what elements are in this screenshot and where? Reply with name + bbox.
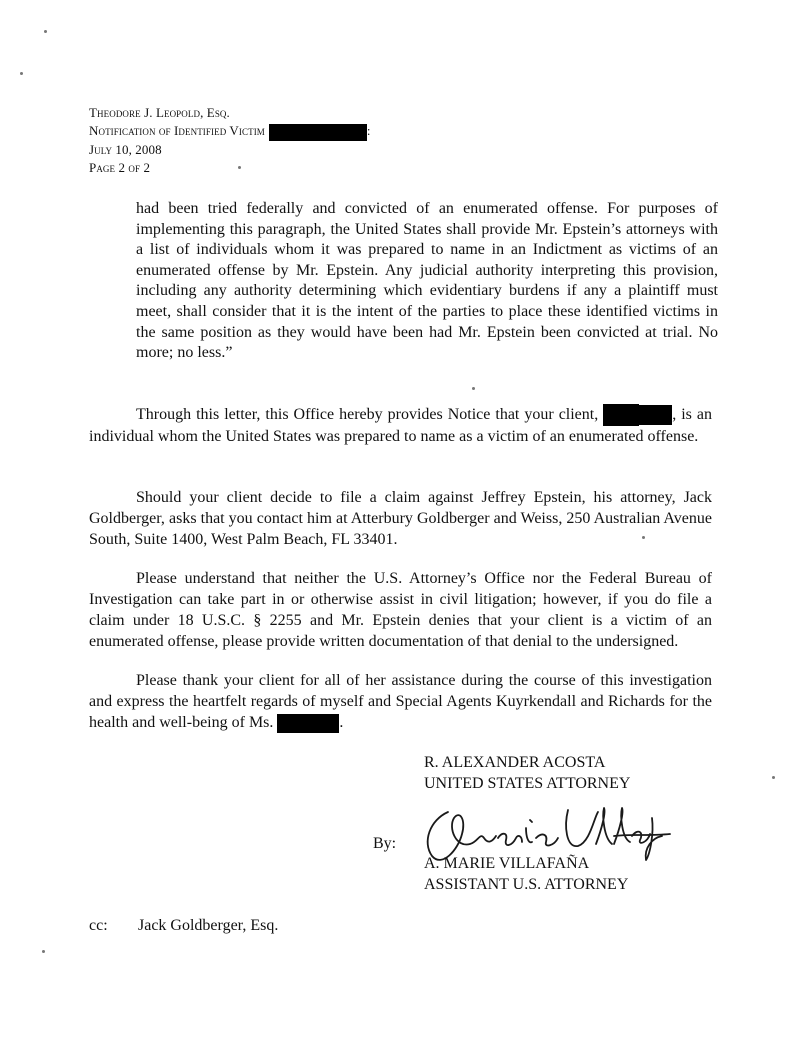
by-label: By: (373, 835, 397, 852)
notice-text-b: , is an individual whom the United States was prepared to name as a victim of an enumerated offense. (89, 406, 712, 446)
us-attorney-name: R. ALEXANDER ACOSTA (424, 754, 606, 771)
civil-litigation-paragraph: Please understand that neither the U.S. Attorney’s Office nor the Federal Bureau of Investigation can take part in or otherwise assist in civil litigation; however, if you do file a claim under 18 U.S.C. § 2255 and Mr. Epstein denies that your client is a victim of an enumerated offense, please provide written documentation of that denial to the undersigned. (89, 570, 712, 650)
redaction-box (606, 405, 672, 425)
thanks-text-a: Please thank your client for all of her assistance during the course of this investigation and express the heartfelt regards of myself and Special Agents Kuyrkendall and Richards for the health and well-being of Ms. (89, 672, 712, 731)
date-line: July 10, 2008 (89, 141, 162, 157)
scan-speck (42, 950, 45, 953)
subject-line (89, 122, 371, 141)
page-number: Page 2 of 2 (89, 159, 151, 175)
letter-header (89, 104, 371, 177)
notice-text-a: Through this letter, this Office hereby provides Notice that your client, (136, 406, 599, 423)
thanks-paragraph (89, 670, 712, 733)
cc-recipient: Jack Goldberger, Esq. (138, 917, 279, 934)
notice-paragraph (89, 404, 712, 447)
subject-tail: : (366, 123, 371, 138)
scan-speck (20, 72, 23, 75)
addressee-line: Theodore J. Leopold, Esq. (89, 105, 230, 120)
ausa-title: ASSISTANT U.S. ATTORNEY (424, 876, 629, 893)
redaction-box (277, 714, 339, 733)
subject-text: Notification of Identified Victim (89, 123, 265, 138)
scan-speck (238, 166, 241, 169)
attorney-contact-paragraph: Should your client decide to file a claim against Jeffrey Epstein, his attorney, Jack Goldberger, asks that you contact him at Atterbury Goldberger and Weiss, 250 Australian Avenue South, Suite 1400, West Palm Beach, FL 33401. (89, 489, 712, 548)
cc-label: cc: (89, 917, 108, 934)
ausa-block (424, 853, 628, 895)
ausa-name: A. MARIE VILLAFAÑA (424, 855, 590, 872)
redaction-box (269, 124, 367, 141)
us-attorney-block (424, 752, 630, 794)
scan-speck (44, 30, 47, 33)
cc-line (89, 917, 278, 935)
scan-speck (772, 776, 775, 779)
quoted-agreement-text: had been tried federally and convicted of an enumerated offense. For purposes of implementing this paragraph, the United States shall provide Mr. Epstein’s attorneys with a list of individuals whom it was prepared to name in an Indictment as victims of an enumerated offense by Mr. Epstein. Any judicial authority interpreting this provision, including any authority determining which evidentiary burdens if any a plaintiff must meet, shall consider that it is the intent of the parties to place these identified victims in the same position as they would have been had Mr. Epstein been convicted at trial. No more; no less.” (136, 200, 718, 362)
scan-speck (472, 387, 475, 390)
scan-speck (642, 536, 645, 539)
thanks-text-b: . (339, 714, 344, 731)
us-attorney-title: UNITED STATES ATTORNEY (424, 775, 631, 792)
